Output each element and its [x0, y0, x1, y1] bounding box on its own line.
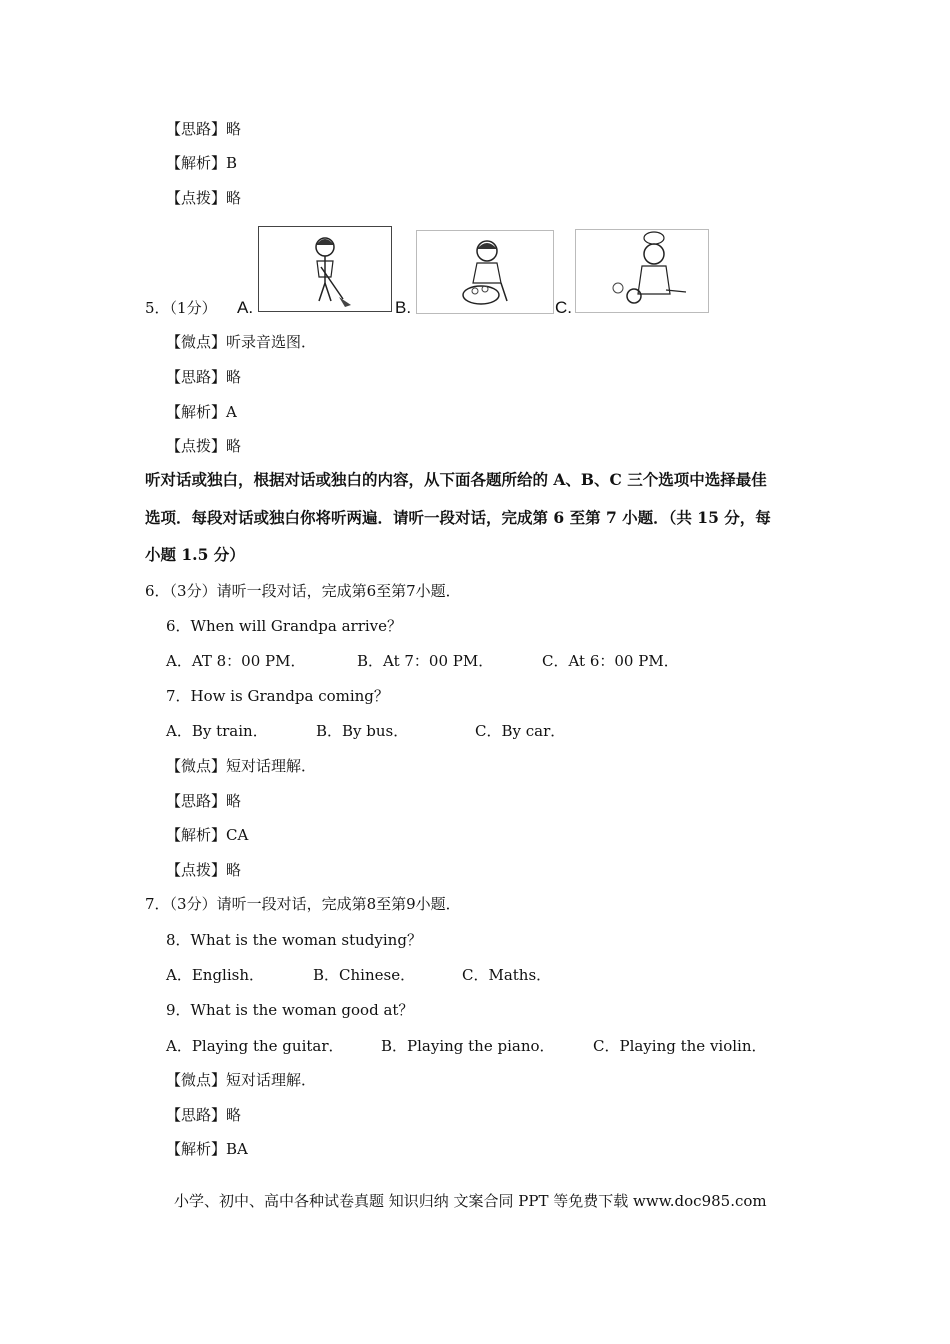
- q7-jiexi: 【解析】BA: [166, 1140, 248, 1158]
- q5-option-b-letter: B.: [395, 298, 412, 317]
- section-instruction-line3: 小题 1.5 分）: [145, 545, 245, 564]
- section-instruction-line1: 听对话或独白，根据对话或独白的内容，从下面各题所给的 A、B、C 三个选项中选择最佳: [145, 470, 767, 489]
- q5-silu: 【思路】略: [166, 368, 242, 386]
- q5-picture-b-girl-washing: [416, 230, 554, 314]
- q7-sub8-question: 8．What is the woman studying？: [166, 931, 422, 949]
- section-instruction-line2: 选项．每段对话或独白你将听两遍．请听一段对话，完成第 6 至第 7 小题．（共 15 分，每: [145, 508, 771, 527]
- q6-number: 6．（3分）请听一段对话，完成第6至第7小题．: [145, 582, 461, 600]
- q7-sub8-option-c: C．Maths．: [462, 966, 552, 984]
- q6-weidian: 【微点】短对话理解．: [166, 757, 317, 775]
- q5-picture-c-girl-cooking: [575, 229, 709, 313]
- q7-number: 7．（3分）请听一段对话，完成第8至第9小题．: [145, 895, 461, 913]
- q5-weidian: 【微点】听录音选图．: [166, 333, 317, 351]
- q5-dianbo: 【点拨】略: [166, 437, 242, 455]
- q7-silu: 【思路】略: [166, 1106, 242, 1124]
- q4-jiexi: 【解析】B: [166, 154, 238, 172]
- q6-sub6-option-c: C．At 6：00 PM．: [542, 652, 679, 670]
- q4-silu: 【思路】略: [166, 120, 242, 138]
- q6-sub7-option-a: A．By train．: [166, 722, 268, 740]
- q7-sub9-question: 9．What is the woman good at？: [166, 1001, 414, 1019]
- q6-sub6-option-b: B．At 7：00 PM．: [357, 652, 494, 670]
- q6-sub7-option-b: B．By bus．: [316, 722, 409, 740]
- q4-dianbo: 【点拨】略: [166, 189, 242, 207]
- q6-sub6-option-a: A．AT 8：00 PM．: [166, 652, 306, 670]
- q5-picture-a-girl-sweeping: [258, 226, 392, 312]
- q5-option-c-letter: C.: [555, 298, 572, 317]
- q7-sub8-option-b: B．Chinese．: [313, 966, 416, 984]
- q7-sub8-option-a: A．English．: [166, 966, 264, 984]
- q6-jiexi: 【解析】CA: [166, 826, 249, 844]
- q5-number: 5．（1分）: [145, 299, 217, 317]
- q7-sub9-option-c: C．Playing the violin．: [593, 1037, 767, 1055]
- q7-weidian: 【微点】短对话理解．: [166, 1071, 317, 1089]
- q6-sub7-question: 7．How is Grandpa coming？: [166, 687, 389, 705]
- q7-sub9-option-b: B．Playing the piano．: [381, 1037, 555, 1055]
- q7-sub9-option-a: A．Playing the guitar．: [166, 1037, 344, 1055]
- q6-sub7-option-c: C．By car．: [475, 722, 566, 740]
- q5-option-a-letter: A.: [237, 298, 254, 317]
- page-footer: 小学、初中、高中各种试卷真题 知识归纳 文案合同 PPT 等免费下载 www.doc985.com: [174, 1192, 767, 1210]
- q6-silu: 【思路】略: [166, 792, 242, 810]
- q6-dianbo: 【点拨】略: [166, 861, 242, 879]
- q6-sub6-question: 6．When will Grandpa arrive？: [166, 617, 403, 635]
- q5-jiexi: 【解析】A: [166, 403, 237, 421]
